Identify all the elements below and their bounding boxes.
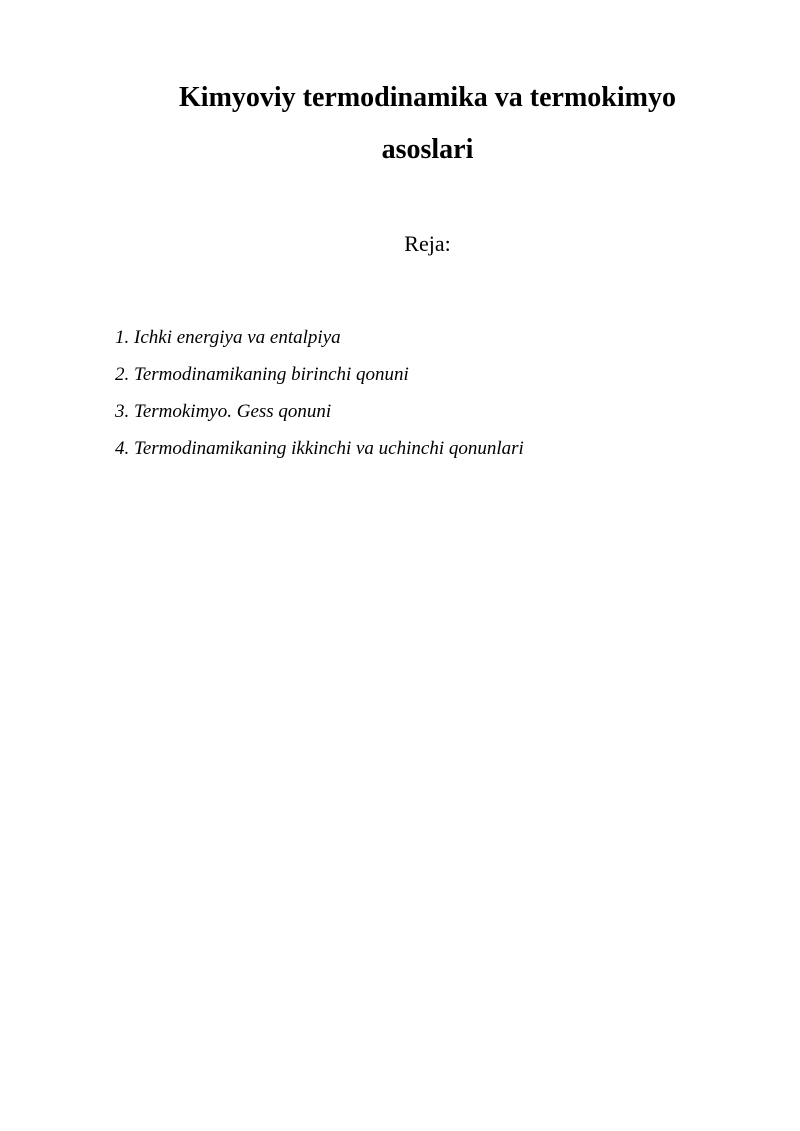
document-title-line-1: Kimyoviy termodinamika va termokimyo — [179, 82, 676, 113]
plan-item: 1. Ichki energiya va entalpiya — [115, 327, 341, 348]
plan-list — [115, 319, 524, 467]
plan-item: 3. Termokimyo. Gess qonuni — [115, 401, 332, 422]
plan-item: 4. Termodinamikaning ikkinchi va uchinchi qonunlari — [115, 438, 524, 459]
document-title-line-2: asoslari — [381, 134, 474, 165]
plan-heading: Reja: — [404, 231, 451, 256]
plan-item: 2. Termodinamikaning birinchi qonuni — [115, 364, 409, 385]
document-title — [150, 72, 705, 176]
